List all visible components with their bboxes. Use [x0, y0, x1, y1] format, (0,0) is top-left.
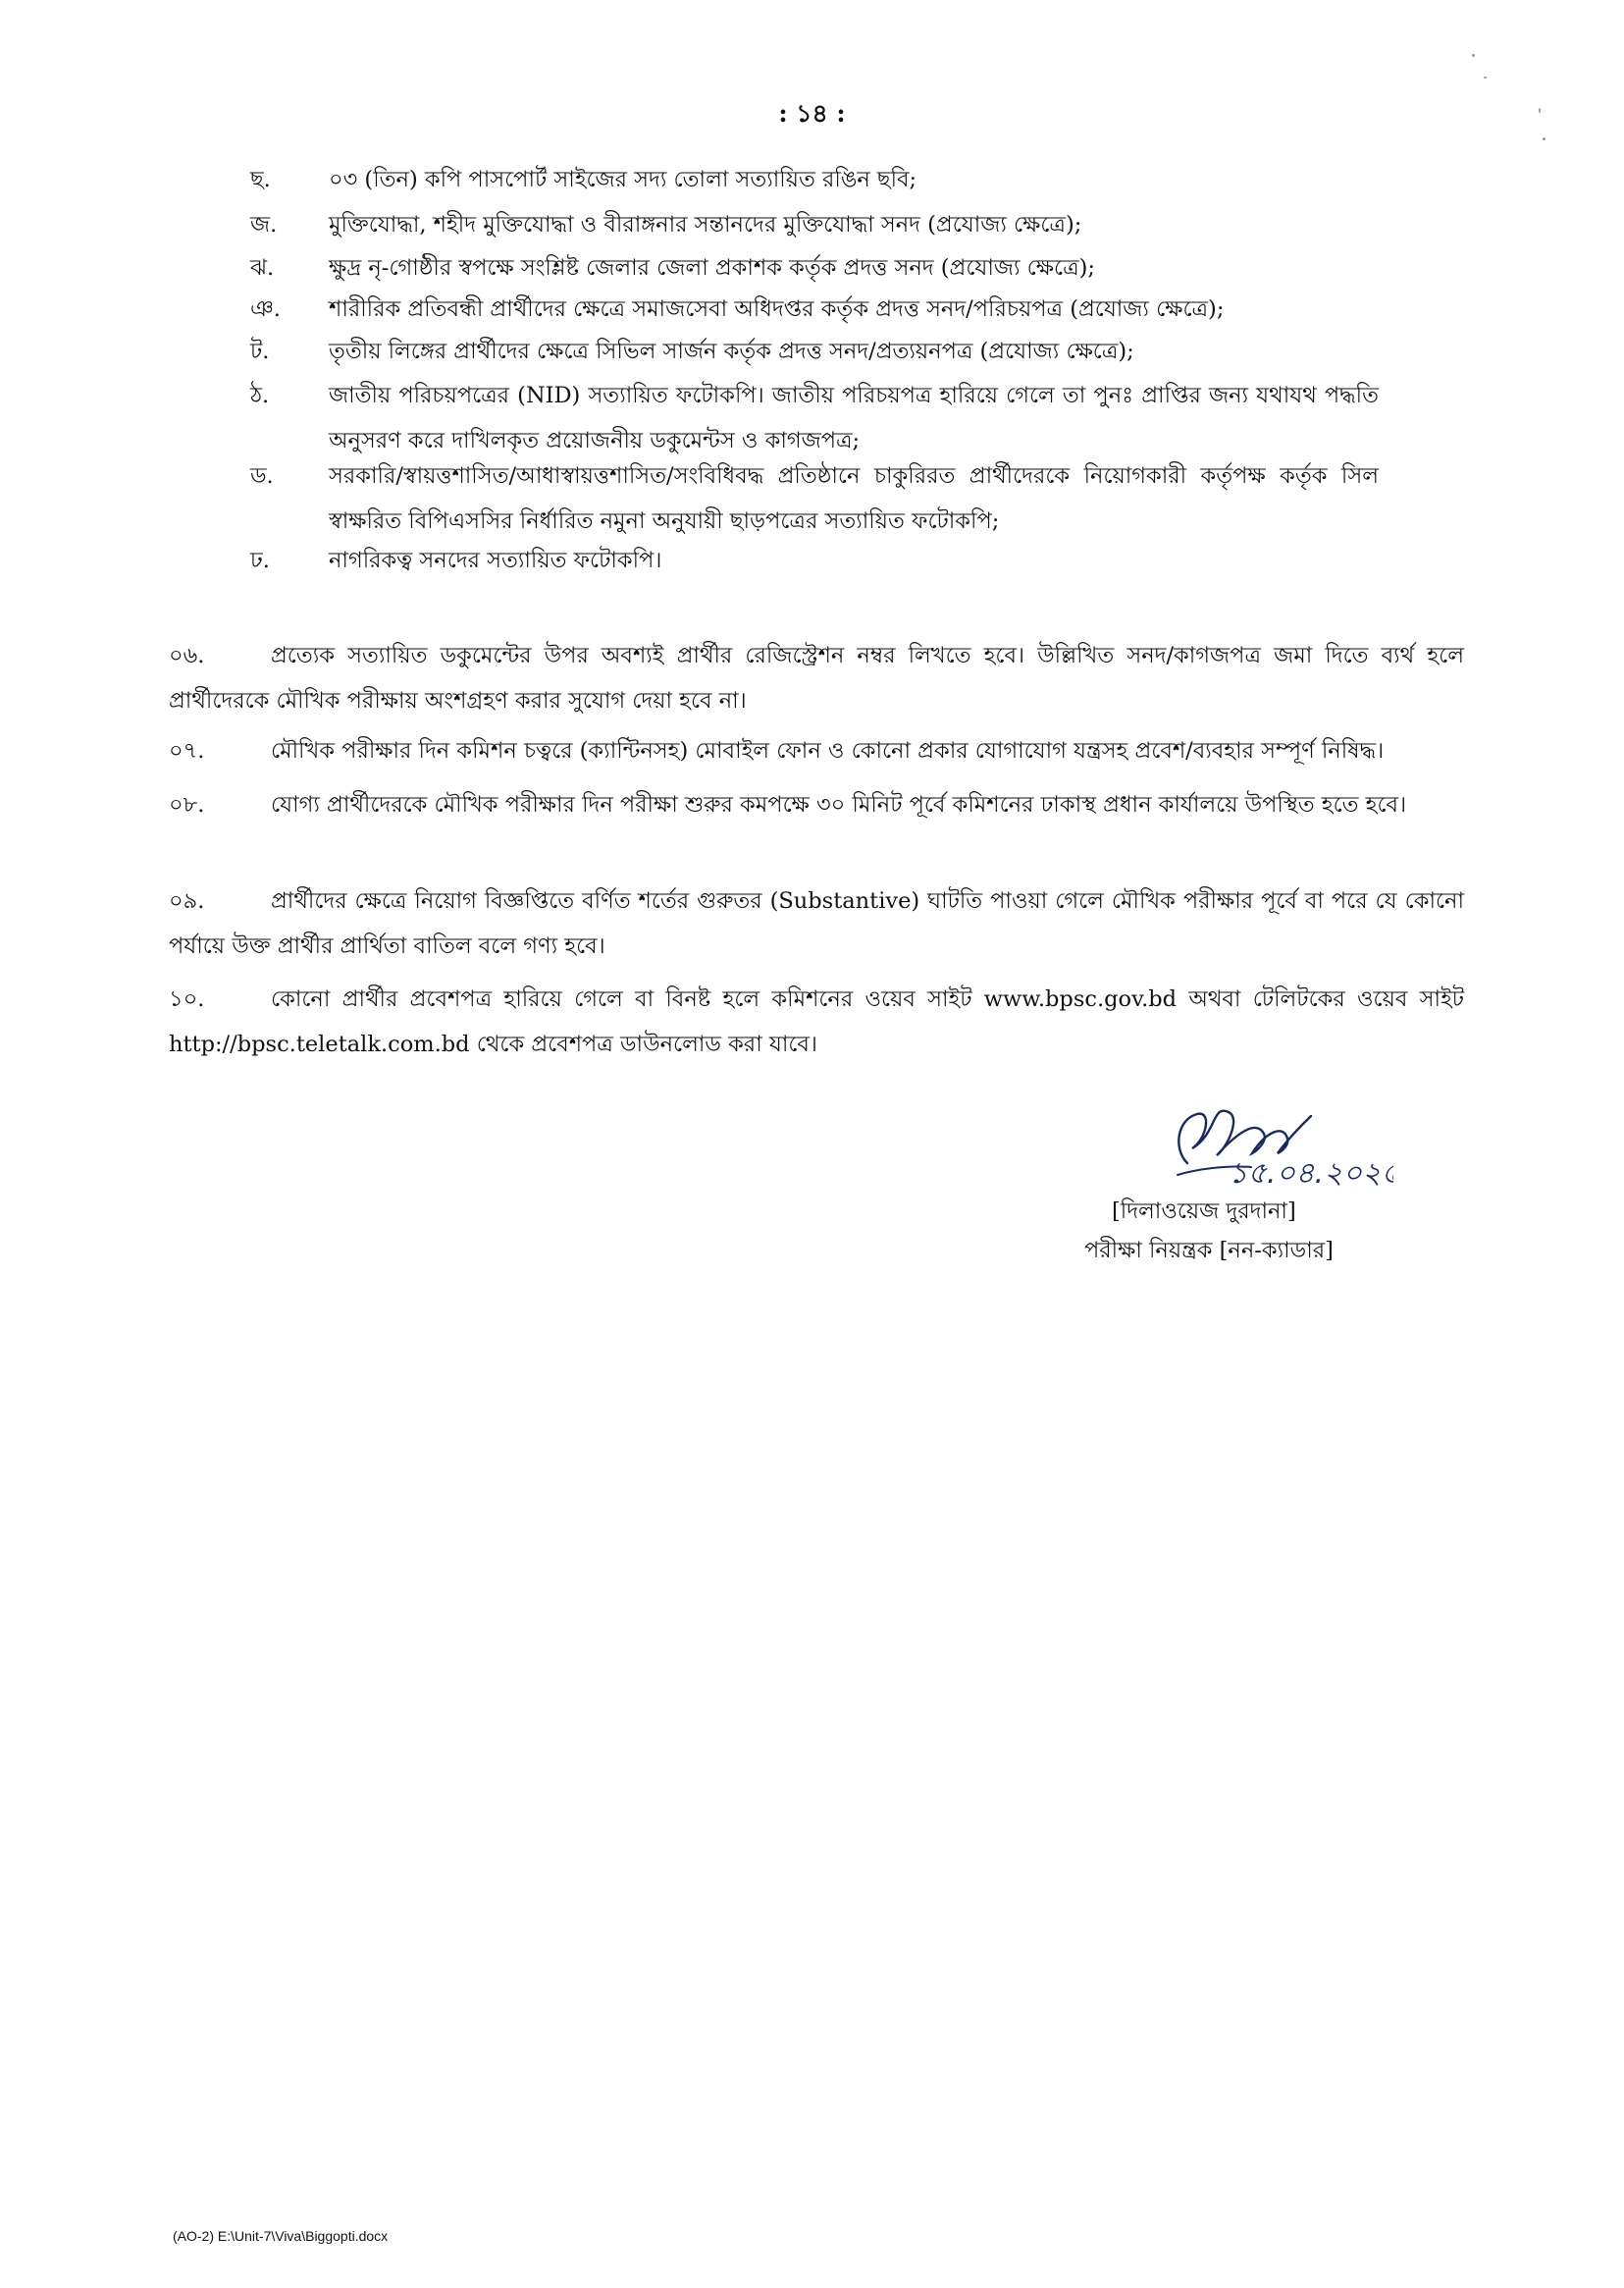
sub-item-label: ড.	[250, 463, 274, 489]
sub-item	[250, 287, 1624, 332]
scan-speck	[1539, 108, 1541, 113]
sub-item	[250, 329, 1624, 374]
sub-item-text: ক্ষুদ্র নৃ-গোষ্ঠীর স্বপক্ষে সংশ্লিষ্ট জেলার জেলা প্রকাশক কর্তৃক প্রদত্ত সনদ (প্রযোজ্য ক্ষেত্রে);	[329, 255, 1095, 281]
paragraph-number: ০৯.	[169, 888, 205, 914]
numbered-paragraph	[169, 728, 1464, 773]
paragraph-text: কোনো প্রার্থীর প্রবেশপত্র হারিয়ে গেলে বা বিনষ্ট হলে কমিশনের ওয়েব সাইট www.bpsc.gov.bd অথবা টেলিটকের ওয়েব সাইট http://bpsc.teletalk.com.bd থেকে প্রবেশপত্র ডাউনলোড করা যাবে।	[169, 986, 1464, 1057]
paragraph-number: ০৮.	[169, 792, 205, 818]
scan-speck	[1484, 77, 1487, 79]
file-path-footer: (AO-2) E:\Unit-7\Viva\Biggopti.docx	[173, 2228, 389, 2244]
numbered-paragraph	[169, 977, 1464, 1067]
sub-item	[250, 157, 1624, 202]
paragraph-number: ০৭.	[169, 738, 205, 764]
numbered-paragraph	[169, 878, 1464, 969]
sub-item-text: তৃতীয় লিঙ্গের প্রার্থীদের ক্ষেত্রে সিভিল সার্জন কর্তৃক প্রদত্ত সনদ/প্রত্যয়নপত্র (প্রযোজ্য ক্ষেত্রে);	[329, 339, 1134, 364]
sub-item-text: শারীরিক প্রতিবন্ধী প্রার্থীদের ক্ষেত্রে সমাজসেবা অধিদপ্তর কর্তৃক প্রদত্ত সনদ/পরিচয়পত্র (প্রযোজ্য ক্ষেত্রে);	[329, 296, 1225, 322]
signatory-name: [দিলাওয়েজ দুরদানা]	[1112, 1198, 1296, 1224]
paragraph-number: ০৬.	[169, 643, 205, 668]
paragraph-text: যোগ্য প্রার্থীদেরকে মৌখিক পরীক্ষার দিন পরীক্ষা শুরুর কমপক্ষে ৩০ মিনিট পূর্বে কমিশনের ঢাকাস্থ প্রধান কার্যালয়ে উপস্থিত হতে হবে।	[271, 792, 1407, 818]
sub-item-text: নাগরিকত্ব সনদের সত্যায়িত ফটোকপি।	[329, 548, 662, 573]
sub-item-text: জাতীয় পরিচয়পত্রের (NID) সত্যায়িত ফটোকপি। জাতীয় পরিচয়পত্র হারিয়ে গেলে তা পুনঃ প্রাপ্তির জন্য যথাযথ পদ্ধতি অনুসরণ করে দাখিলকৃত প্রয়োজনীয় ডকুমেন্টস ও কাগজপত্র;	[329, 383, 1379, 453]
sub-item-label: ঢ.	[250, 548, 270, 573]
sub-item-label: জ.	[250, 212, 278, 238]
signatory-title: পরীক্ষা নিয়ন্ত্রক [নন-ক্যাডার]	[1084, 1238, 1334, 1263]
handwritten-signature	[1158, 1094, 1393, 1206]
sub-item-label: ছ.	[250, 167, 271, 192]
sub-item-text: সরকারি/স্বায়ত্তশাসিত/আধাস্বায়ত্তশাসিত/সংবিধিবদ্ধ প্রতিষ্ঠানে চাকুরিরত প্রার্থীদেরকে নিয়োগকারী কর্তৃপক্ষ কর্তৃক সিল স্বাক্ষরিত বিপিএসসির নির্ধারিত নমুনা অনুযায়ী ছাড়পত্রের সত্যায়িত ফটোকপি;	[329, 463, 1379, 534]
sub-item	[250, 453, 1624, 544]
sub-item-label: ঝ.	[250, 255, 275, 281]
sub-item-label: ঠ.	[250, 383, 270, 408]
paragraph-text: প্রত্যেক সত্যায়িত ডকুমেন্টের উপর অবশ্যই প্রার্থীর রেজিস্ট্রেশন নম্বর লিখতে হবে। উল্লিখিত সনদ/কাগজপত্র জমা দিতে ব্যর্থ হলে প্রার্থীদেরকে মৌখিক পরীক্ষায় অংশগ্রহণ করার সুযোগ দেয়া হবে না।	[169, 643, 1464, 714]
paragraph-number: ১০.	[169, 986, 205, 1012]
paragraph-text: প্রার্থীদের ক্ষেত্রে নিয়োগ বিজ্ঞপ্তিতে বর্ণিত শর্তের গুরুতর (Substantive) ঘাটতি পাওয়া গেলে মৌখিক পরীক্ষার পূর্বে বা পরে যে কোনো পর্যায়ে উক্ত প্রার্থীর প্রার্থিতা বাতিল বলে গণ্য হবে।	[169, 888, 1464, 959]
signature-date: ১৫.০৪.২০২৫	[1229, 1156, 1393, 1191]
numbered-paragraph	[169, 633, 1464, 723]
sub-item-text: ০৩ (তিন) কপি পাসপোর্ট সাইজের সদ্য তোলা সত্যায়িত রঙিন ছবি;	[329, 167, 917, 192]
sub-item	[250, 245, 1624, 291]
sub-item	[250, 202, 1624, 247]
sub-item-label: ট.	[250, 339, 270, 364]
numbered-paragraph	[169, 782, 1464, 827]
sub-item-text: মুক্তিযোদ্ধা, শহীদ মুক্তিযোদ্ধা ও বীরাঙ্গনার সন্তানদের মুক্তিযোদ্ধা সনদ (প্রযোজ্য ক্ষেত্রে);	[329, 212, 1082, 238]
sub-item	[250, 373, 1624, 463]
scan-speck	[1472, 54, 1475, 57]
sub-item	[250, 538, 1624, 583]
page-number: : ১৪ :	[778, 99, 846, 128]
sub-item-label: ঞ.	[250, 296, 281, 322]
paragraph-text: মৌখিক পরীক্ষার দিন কমিশন চত্বরে (ক্যান্টিনসহ) মোবাইল ফোন ও কোনো প্রকার যোগাযোগ যন্ত্রসহ প্রবেশ/ব্যবহার সম্পূর্ণ নিষিদ্ধ।	[271, 738, 1385, 764]
scan-speck	[1543, 137, 1545, 140]
